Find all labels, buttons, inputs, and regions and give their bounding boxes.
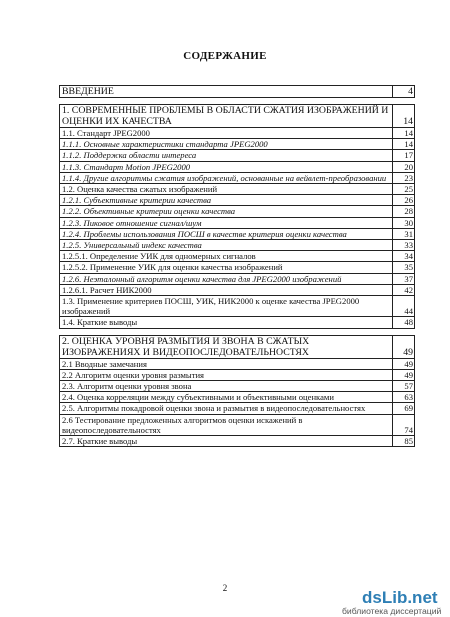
toc-entry-title: 1. СОВРЕМЕННЫЕ ПРОБЛЕМЫ В ОБЛАСТИ СЖАТИЯ ИЗОБРАЖЕНИЙ И ОЦЕНКИ ИХ КАЧЕСТВА [62, 105, 389, 127]
toc-entry-title: 2.5. Алгоритмы покадровой оценки звона и размытия в видеопоследовательностях [62, 403, 366, 414]
toc-entry[interactable] [60, 251, 415, 262]
toc-entry[interactable] [60, 139, 415, 150]
toc-entry-title: 1.2.3. Пиковое отношение сигнал/шум [62, 217, 202, 228]
toc-entry-page: 49 [393, 335, 415, 358]
toc-entry[interactable] [60, 284, 415, 295]
toc-entry-title: 1.2.5.2. Применение УИК для оценки качества изображений [62, 262, 283, 273]
toc-entry-title: 1.1.2. Поддержка области интереса [62, 150, 197, 161]
toc-entry[interactable] [60, 195, 415, 206]
toc-entry[interactable] [60, 86, 415, 98]
toc-entry-page: 37 [393, 273, 415, 284]
toc-entry-page: 57 [393, 381, 415, 392]
toc-entry-title-cell [60, 414, 393, 435]
watermark-caption: библиотека диссертаций [342, 606, 442, 616]
toc-entry-title: 2.1 Вводные замечания [62, 358, 147, 369]
toc-entry-page: 85 [393, 436, 415, 447]
toc-entry-title-cell [60, 403, 393, 414]
toc-entry-title-cell [60, 195, 393, 206]
toc-entry-page: 17 [393, 150, 415, 161]
toc-entry-page: 63 [393, 392, 415, 403]
toc-entry[interactable] [60, 105, 415, 128]
toc-entry-title-cell [60, 150, 393, 161]
toc-entry-title: ВВЕДЕНИЕ [62, 86, 114, 97]
toc-entry-page: 26 [393, 195, 415, 206]
toc-entry-title: 1.2.6.1. Расчет НИК2000 [62, 284, 152, 295]
toc-entry[interactable] [60, 358, 415, 369]
toc-entry-page: 14 [393, 105, 415, 128]
toc-entry[interactable] [60, 414, 415, 435]
toc-entry[interactable] [60, 436, 415, 447]
toc-entry-title: 1.1.1. Основные характеристики стандарта JPEG2000 [62, 139, 268, 150]
toc-entry-title: 1.2.5.1. Определение УИК для одномерных сигналов [62, 251, 256, 262]
toc-entry-title: 2.4. Оценка корреляции между субъективными и объективными оценками [62, 392, 334, 403]
toc-entry-page: 42 [393, 284, 415, 295]
toc-entry-title-cell [60, 273, 393, 284]
toc-entry-page: 34 [393, 251, 415, 262]
toc-entry[interactable] [60, 240, 415, 251]
toc-entry-title-cell [60, 317, 393, 328]
toc-entry-page: 20 [393, 161, 415, 172]
toc-entry-title: 1.2.2. Объективные критерии оценки качества [62, 206, 236, 217]
toc-entry-title-cell [60, 228, 393, 239]
toc-entry-title-cell [60, 105, 393, 128]
toc-entry[interactable] [60, 184, 415, 195]
toc-entry-title-cell [60, 262, 393, 273]
toc-entry[interactable] [60, 273, 415, 284]
toc-entry-page: 14 [393, 128, 415, 139]
toc-entry-title: 1.3. Применение критериев ПОСШ, УИК, НИК2000 к оценке качества JPEG2000 изображений [62, 296, 360, 317]
toc-entry-page: 28 [393, 206, 415, 217]
toc-entry-title-cell [60, 172, 393, 183]
toc-entry[interactable] [60, 206, 415, 217]
toc-entry-title: 1.1. Стандарт JPEG2000 [62, 128, 150, 138]
toc-entry[interactable] [60, 228, 415, 239]
toc-entry[interactable] [60, 403, 415, 414]
toc-entry[interactable] [60, 217, 415, 228]
toc-entry-title-cell [60, 369, 393, 380]
toc-entry-title-cell [60, 284, 393, 295]
toc-entry-title-cell [60, 128, 393, 139]
toc-entry-title-cell [60, 184, 393, 195]
toc-entry-title-cell [60, 86, 393, 98]
toc-entry-title-cell [60, 296, 393, 317]
toc-entry-page: 48 [393, 317, 415, 328]
toc-entry-page: 30 [393, 217, 415, 228]
toc-entry-page: 14 [393, 139, 415, 150]
toc-entry-title-cell [60, 392, 393, 403]
toc-entry-title: 2.7. Краткие выводы [62, 436, 138, 447]
toc-entry-title: 2.6 Тестирование предложенных алгоритмов оценки искажений в видеопоследовательностях [62, 414, 303, 435]
toc-entry-page: 49 [393, 369, 415, 380]
toc-entry-title-cell [60, 251, 393, 262]
toc-entry-page: 31 [393, 228, 415, 239]
toc-entry-title: 1.2. Оценка качества сжатых изображений [62, 184, 218, 195]
toc-entry[interactable] [60, 172, 415, 183]
toc-entry-page: 23 [393, 172, 415, 183]
toc-entry-title: 1.2.1. Субъективные критерии качества [62, 195, 212, 206]
toc-entry-title: 1.2.6. Неэталонный алгоритм оценки качества для JPEG2000 изображений [62, 273, 342, 284]
page-number: 2 [222, 583, 228, 593]
toc-entry-title-cell [60, 217, 393, 228]
toc-entry[interactable] [60, 369, 415, 380]
toc-entry-title: 2.3. Алгоритм оценки уровня звона [62, 381, 192, 392]
toc-entry-title: 1.1.3. Стандарт Motion JPEG2000 [62, 161, 191, 172]
toc-entry-title-cell [60, 381, 393, 392]
toc-entry[interactable] [60, 262, 415, 273]
toc-entry-page: 25 [393, 184, 415, 195]
toc-entry[interactable] [60, 317, 415, 328]
toc-spacer-cell [60, 328, 415, 335]
watermark-logo[interactable] [340, 588, 450, 617]
toc-entry-page: 33 [393, 240, 415, 251]
page-title: СОДЕРЖАНИЕ [183, 50, 267, 62]
toc-entry[interactable] [60, 392, 415, 403]
toc-spacer-cell [60, 98, 415, 105]
toc-entry[interactable] [60, 128, 415, 139]
toc-entry-page: 69 [393, 403, 415, 414]
toc-spacer [60, 328, 415, 335]
toc-entry[interactable] [60, 296, 415, 317]
toc-entry-title-cell [60, 161, 393, 172]
toc-entry-title: 2. ОЦЕНКА УРОВНЯ РАЗМЫТИЯ И ЗВОНА В СЖАТЫХ ИЗОБРАЖЕНИЯХ И ВИДЕОПОСЛЕДОВАТЕЛЬНОСТЯХ [62, 335, 310, 358]
toc-entry-page: 35 [393, 262, 415, 273]
toc-entry-page: 4 [393, 86, 415, 98]
toc-entry-page: 74 [393, 414, 415, 435]
table-of-contents [59, 85, 415, 447]
toc-entry-title-cell [60, 358, 393, 369]
toc-entry-title: 1.2.5. Универсальный индекс качества [62, 240, 202, 251]
toc-entry-title-cell [60, 436, 393, 447]
toc-entry-title: 2.2 Алгоритм оценки уровня размытия [62, 369, 205, 380]
toc-spacer [60, 98, 415, 105]
watermark-site: dsLib.net [362, 588, 438, 607]
toc-entry[interactable] [60, 335, 415, 358]
toc-entry-title: 1.1.4. Другие алгоритмы сжатия изображений, основанные на вейвлет-преобразовании [62, 172, 387, 183]
toc-entry-page: 49 [393, 358, 415, 369]
toc-entry-page: 44 [393, 296, 415, 317]
toc-entry-title-cell [60, 240, 393, 251]
toc-entry-title: 1.4. Краткие выводы [62, 317, 138, 328]
toc-entry-title-cell [60, 335, 393, 358]
toc-entry[interactable] [60, 161, 415, 172]
toc-entry[interactable] [60, 150, 415, 161]
toc-entry-title-cell [60, 206, 393, 217]
toc-entry-title-cell [60, 139, 393, 150]
toc-entry[interactable] [60, 381, 415, 392]
toc-entry-title: 1.2.4. Проблемы использования ПОСШ в качестве критерия оценки качества [62, 228, 347, 239]
